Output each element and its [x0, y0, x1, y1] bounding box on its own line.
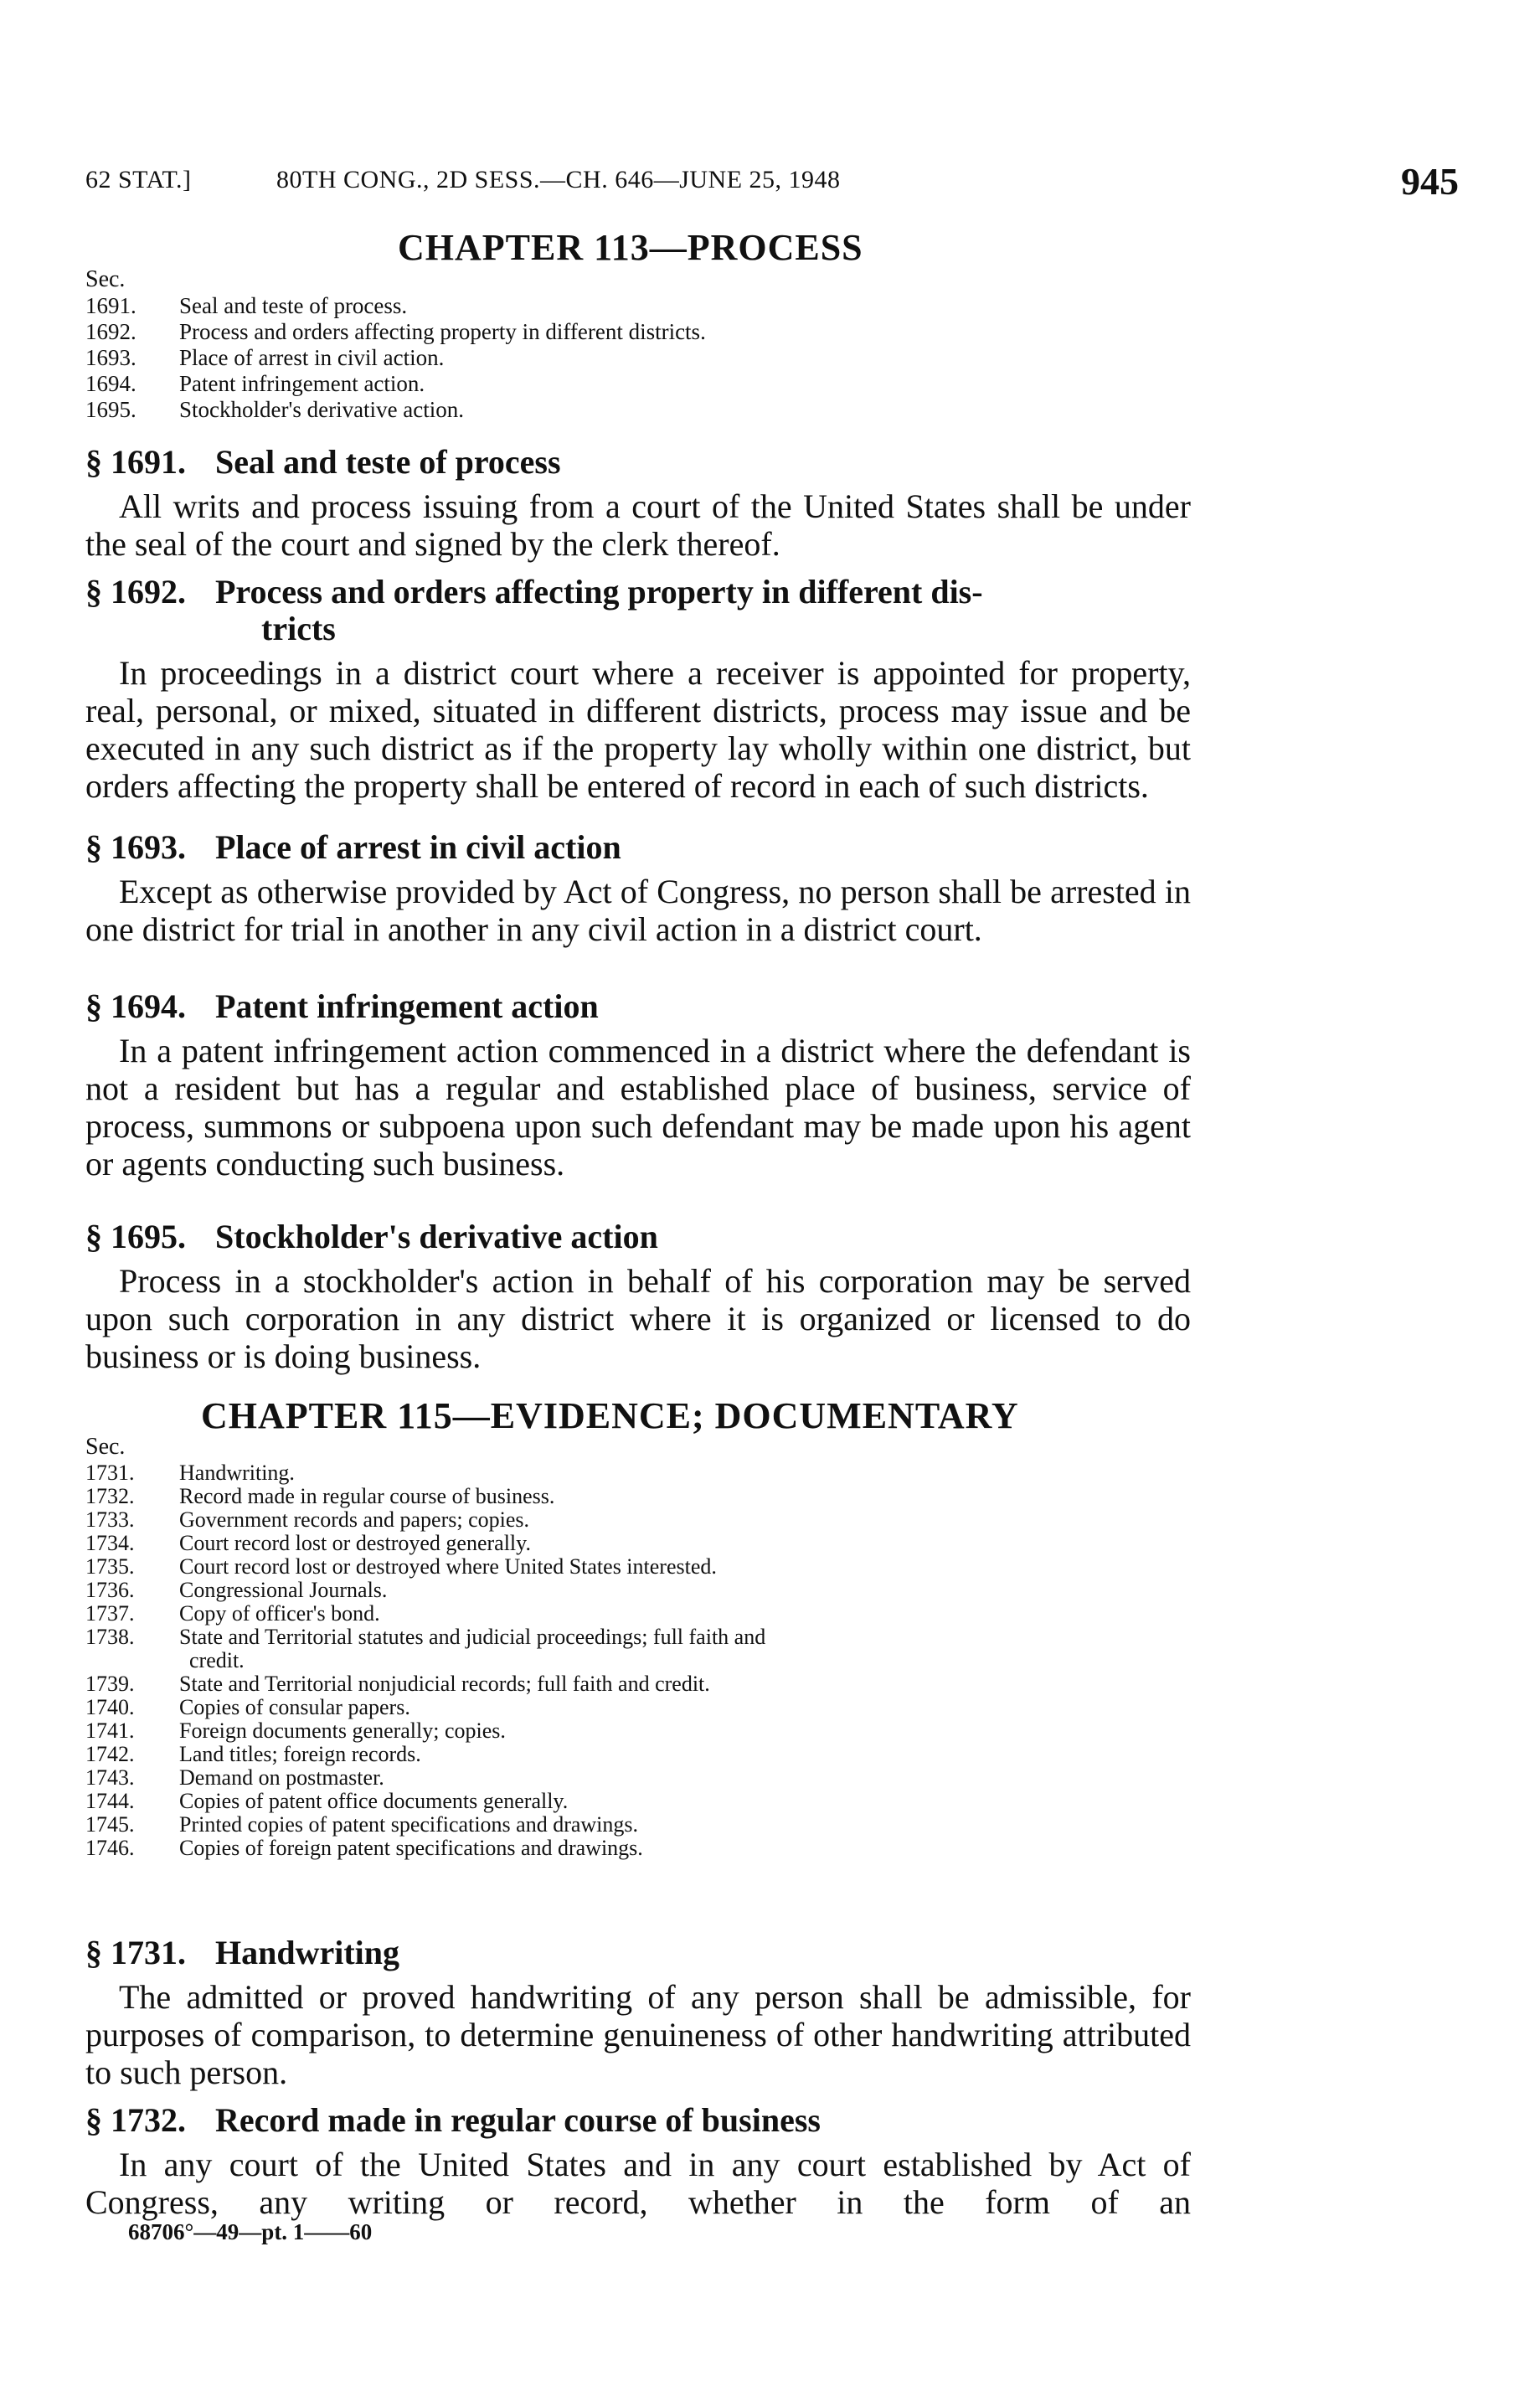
section-body: Process in a stockholder's action in behalf of his corporation may be served upon such corporation in any district where it is organized or licensed to do business or is doing business.: [85, 1262, 1191, 1375]
section-body: In any court of the United States and in any court established by Act of Congress, any writing or record, whether in the form of an: [85, 2146, 1191, 2221]
toc-row: 1692. Process and orders affecting property in different districts.: [85, 319, 706, 344]
section-body: Except as otherwise provided by Act of Congress, no person shall be arrested in one district for trial in another in any civil action in a district court.: [85, 873, 1191, 948]
section-body: The admitted or proved handwriting of any person shall be admissible, for purposes of comparison, to determine genuineness of other handwriting attributed to such person.: [85, 1978, 1191, 2091]
toc-row: 1738. State and Territorial statutes and judicial proceedings; full faith and credit.: [85, 1625, 766, 1672]
chapter-115-title: CHAPTER 115—EVIDENCE; DOCUMENTARY: [201, 1395, 1019, 1436]
toc-row: 1695. Stockholder's derivative action.: [85, 397, 465, 422]
section-1732: [85, 2102, 1191, 2221]
toc-row: 1743. Demand on postmaster.: [85, 1765, 384, 1790]
section-1695: [85, 1219, 1191, 1375]
volume-reference: 62 STAT.]: [85, 166, 192, 193]
page-number: 945: [1401, 160, 1459, 203]
toc-row: 1734. Court record lost or destroyed generally.: [85, 1531, 531, 1555]
section-1691: [85, 444, 1191, 563]
session-chapter-date: 80TH CONG., 2D SESS.—CH. 646—JUNE 25, 1948: [276, 166, 841, 193]
section-heading: § 1693. Place of arrest in civil action: [85, 828, 621, 866]
section-heading: § 1695. Stockholder's derivative action: [85, 1218, 658, 1255]
toc-row: 1735. Court record lost or destroyed where United States interested.: [85, 1554, 717, 1579]
section-heading: § 1732. Record made in regular course of business: [85, 2101, 821, 2139]
toc-row: 1693. Place of arrest in civil action.: [85, 345, 445, 370]
section-body: In a patent infringement action commenced in a district where the defendant is not a resident but has a regular and established place of business, service of process, summons or subpoena upon such defendant may be made upon his agent or agents conducting such business.: [85, 1032, 1191, 1183]
section-heading: § 1731. Handwriting: [85, 1934, 400, 1971]
toc-row: 1741. Foreign documents generally; copies.: [85, 1718, 506, 1743]
section-1731: [85, 1935, 1191, 2091]
section-body: All writs and process issuing from a court of the United States shall be under the seal of the court and signed by the clerk thereof.: [85, 487, 1191, 563]
section-1693: [85, 829, 1191, 948]
chapter-113-title: CHAPTER 113—PROCESS: [398, 227, 863, 268]
toc-row: 1736. Congressional Journals.: [85, 1578, 388, 1602]
toc-row: 1691. Seal and teste of process.: [85, 293, 408, 318]
chapter-113-toc: [85, 293, 1208, 423]
toc-row: 1744. Copies of patent office documents generally.: [85, 1789, 569, 1813]
toc-row: 1746. Copies of foreign patent specifications and drawings.: [85, 1836, 643, 1860]
section-heading: § 1692. Process and orders affecting property in different dis- tricts: [85, 573, 983, 647]
toc-row: 1731. Handwriting.: [85, 1461, 295, 1485]
toc-row: 1742. Land titles; foreign records.: [85, 1742, 421, 1766]
toc-row: 1740. Copies of consular papers.: [85, 1695, 410, 1719]
toc-row: 1745. Printed copies of patent specifications and drawings.: [85, 1812, 639, 1837]
chapter-113-sec-label: Sec.: [85, 266, 126, 292]
section-heading: § 1691. Seal and teste of process: [85, 443, 561, 481]
toc-row: 1739. State and Territorial nonjudicial records; full faith and credit.: [85, 1672, 710, 1696]
toc-row: 1732. Record made in regular course of business.: [85, 1484, 555, 1508]
chapter-115-sec-label: Sec.: [85, 1434, 126, 1460]
section-heading: § 1694. Patent infringement action: [85, 987, 599, 1025]
print-signature-code: 68706°—49—pt. 1——60: [128, 2219, 373, 2244]
chapter-115-toc: [85, 1461, 1208, 1860]
toc-row: 1694. Patent infringement action.: [85, 371, 425, 396]
section-1692: [85, 574, 1191, 805]
toc-row: 1733. Government records and papers; copies.: [85, 1507, 530, 1532]
section-1694: [85, 988, 1191, 1183]
toc-row: 1737. Copy of officer's bond.: [85, 1601, 380, 1626]
section-body: In proceedings in a district court where a receiver is appointed for property, real, personal, or mixed, situated in different districts, process may issue and be executed in any such district as if the property lay wholly within one district, but orders affecting the property shall be entered of record in each of such districts.: [85, 654, 1191, 805]
running-head: [85, 159, 1459, 209]
